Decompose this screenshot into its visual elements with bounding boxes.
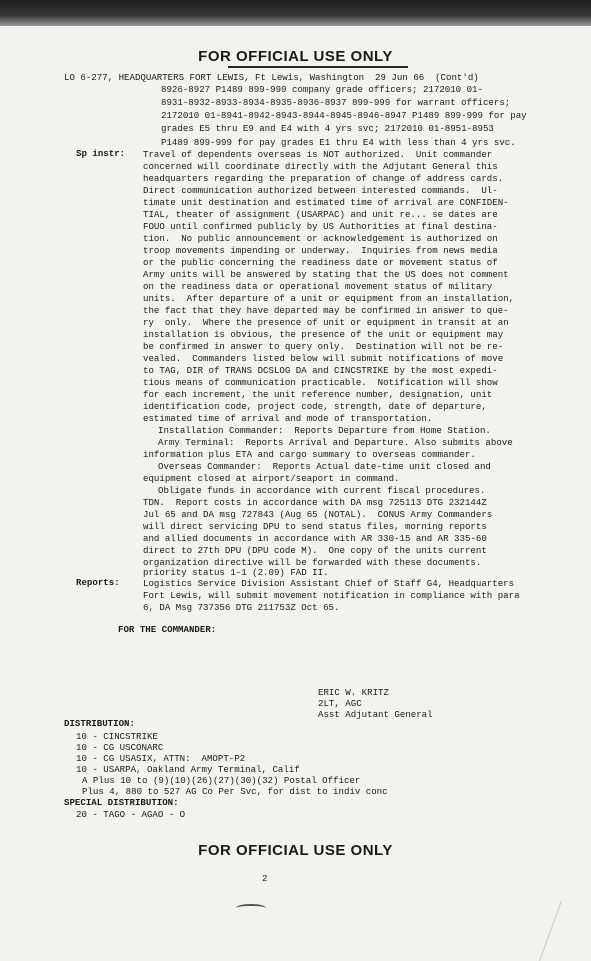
text-line: Fort Lewis, will submit movement notification in compliance with para	[143, 590, 520, 601]
text-line: 10 - CG USCONARC	[76, 742, 164, 753]
text-line: ERIC W. KRITZ	[318, 687, 389, 698]
text-line: Jul 65 and DA msg 727843 (Aug 65 (NOTAL). CONUS Army Commanders	[143, 509, 493, 520]
text-line: concerned will coordinate directly with the Adjutant General this	[143, 161, 498, 172]
text-line: 10 - USARPA, Oakland Army Terminal, Calif	[76, 764, 300, 775]
text-line: 2LT, AGC	[318, 698, 362, 709]
text-line: Plus 4, 880 to 527 AG Co Per Svc, for dist to indiv conc	[82, 786, 388, 797]
text-line: FOR THE COMMANDER:	[118, 624, 217, 635]
text-line: organization directive will be forwarded with these documents.	[143, 557, 482, 568]
text-line: TIAL, theater of assignment (USARPAC) and unit re... se dates are	[143, 209, 498, 220]
text-line: Logistics Service Division Assistant Chief of Staff G4, Headquarters	[143, 578, 515, 589]
text-line: the fact that they have departed may be confirmed in answer to que-	[143, 305, 509, 316]
page-number: 2	[262, 874, 268, 884]
text-line: units. After departure of a unit or equipment from an installation,	[143, 293, 515, 304]
text-line: LO 6-277, HEADQUARTERS FORT LEWIS, Ft Lewis, Washington 29 Jun 66 (Cont'd)	[64, 72, 479, 83]
scan-top-band	[0, 0, 591, 26]
text-line: Army units will be answered by stating that the US does not comment	[143, 269, 509, 280]
text-line: headquarters regarding the preparation of change of address cards.	[143, 173, 504, 184]
classification-footer: FOR OFFICIAL USE ONLY	[198, 842, 393, 859]
text-line: 6, DA Msg 737356 DTG 211753Z Oct 65.	[143, 602, 340, 613]
text-line: ry only. Where the presence of unit or equipment in transit at an	[143, 317, 509, 328]
text-line: 8931-8932-8933-8934-8935-8936-8937 899-999 for warrant officers;	[161, 97, 511, 108]
text-line: timate unit destination and estimated time of arrival are CONFIDEN-	[143, 197, 509, 208]
text-line: DISTRIBUTION:	[64, 718, 135, 729]
text-line: grades E5 thru E9 and E4 with 4 yrs svc; 2172010 01-8951-8953	[161, 123, 494, 134]
text-line: on the readiness data or operational movement status of military	[143, 281, 493, 292]
text-line: priority status 1-1 (2.09) FAD II.	[143, 567, 329, 578]
text-line: Overseas Commander: Reports Actual date-time unit closed and	[158, 461, 491, 472]
text-line: or the public concerning the readiness date or movement status of	[143, 257, 498, 268]
text-line: Army Terminal: Reports Arrival and Departure. Also submits above	[158, 437, 513, 448]
text-line: 10 - CINCSTRIKE	[76, 731, 158, 742]
text-line: tion. No public announcement or acknowledgement is authorized on	[143, 233, 498, 244]
text-line: equipment closed at airport/seaport in command.	[143, 473, 400, 484]
text-line: TDN. Report costs in accordance with DA msg 725113 DTG 232144Z	[143, 497, 487, 508]
scan-mark	[236, 904, 266, 912]
text-line: estimated time of arrival and mode of transportation.	[143, 413, 433, 424]
text-line: Direct communication authorized between interested commands. Ul-	[143, 185, 498, 196]
text-line: P1489 899-999 for pay grades E1 thru E4 with less than 4 yrs svc.	[161, 137, 516, 148]
text-line: be confirmed in answer to query only. Destination will not be re-	[143, 341, 504, 352]
text-line: installation is obvious, the presence of the unit or equipment may	[143, 329, 504, 340]
text-line: Asst Adjutant General	[318, 709, 433, 720]
text-line: vealed. Commanders listed below will submit notifications of move	[143, 353, 504, 364]
sp-instr-label: Sp instr:	[76, 148, 126, 159]
text-line: for each increment, the unit reference number, designation, unit	[143, 389, 493, 400]
text-line: information plus ETA and cargo summary to overseas commander.	[143, 449, 476, 460]
reports-label: Reports:	[76, 577, 120, 588]
header-underline	[228, 66, 408, 68]
text-line: Obligate funds in accordance with current fiscal procedures.	[158, 485, 486, 496]
text-line: Travel of dependents overseas is NOT authorized. Unit commander	[143, 149, 493, 160]
text-line: SPECIAL DISTRIBUTION:	[64, 797, 179, 808]
classification-header: FOR OFFICIAL USE ONLY	[198, 48, 393, 65]
text-line: will direct servicing DPU to send status files, morning reports	[143, 521, 487, 532]
text-line: A Plus 10 to (9)(10)(26)(27)(30)(32) Postal Officer	[82, 775, 361, 786]
text-line: direct to 27th DPU (DPU code M). One copy of the units current	[143, 545, 487, 556]
text-line: identification code, project code, strength, date of departure,	[143, 401, 487, 412]
text-line: 20 - TAGO - AGAO - O	[76, 809, 186, 820]
text-line: and allied documents in accordance with AR 330-15 and AR 335-60	[143, 533, 487, 544]
page-corner-fold	[539, 901, 591, 961]
text-line: troop movements impending or underway. Inquiries from news media	[143, 245, 498, 256]
text-line: Installation Commander: Reports Departure from Home Station.	[158, 425, 491, 436]
text-line: FOUO until confirmed publicly by US Authorities at final destina-	[143, 221, 498, 232]
text-line: tious means of communication practicable. Notification will show	[143, 377, 498, 388]
text-line: 10 - CG USASIX, ATTN: AMOPT-P2	[76, 753, 246, 764]
text-line: to TAG, DIR of TRANS DCSLOG DA and CINCSTRIKE by the most expedi-	[143, 365, 498, 376]
text-line: 8926-8927 P1489 899-999 company grade officers; 2172010 01-	[161, 84, 483, 95]
text-line: 2172010 01-8941-8942-8943-8944-8945-8946-8947 P1489 899-999 for pay	[161, 110, 527, 121]
